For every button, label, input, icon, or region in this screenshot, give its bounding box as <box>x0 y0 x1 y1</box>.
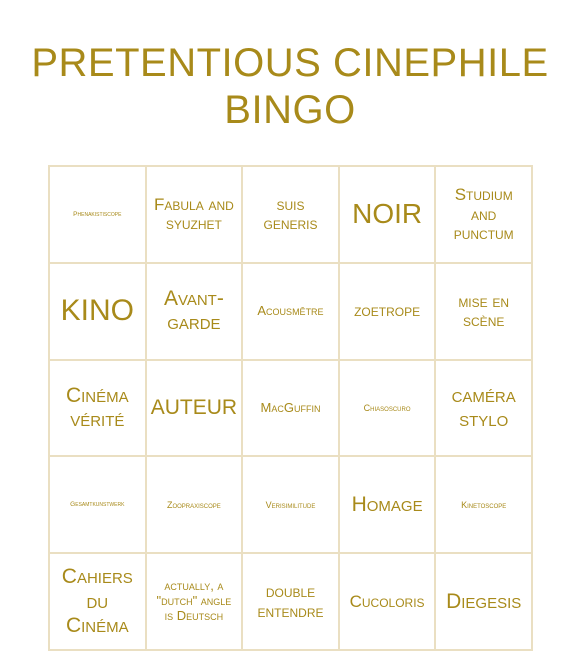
bingo-cell[interactable]: Cucoloris <box>339 553 436 650</box>
bingo-cell[interactable]: Cahiers du Cinéma <box>49 553 146 650</box>
bingo-cell[interactable]: caméra stylo <box>435 360 532 457</box>
bingo-cell[interactable]: Avant-garde <box>146 263 243 360</box>
bingo-cell[interactable]: zoetrope <box>339 263 436 360</box>
bingo-cell[interactable]: Kinetoscope <box>435 456 532 553</box>
bingo-cell[interactable]: AUTEUR <box>146 360 243 457</box>
bingo-cell[interactable]: suis generis <box>242 166 339 263</box>
bingo-cell[interactable]: double entendre <box>242 553 339 650</box>
bingo-cell[interactable]: MacGuffin <box>242 360 339 457</box>
bingo-board <box>48 165 533 651</box>
title-line-2: BINGO <box>224 88 356 132</box>
bingo-cell[interactable]: Phenakistiscope <box>49 166 146 263</box>
bingo-cell[interactable]: Zoopraxiscope <box>146 456 243 553</box>
bingo-cell[interactable]: NOIR <box>339 166 436 263</box>
bingo-cell[interactable]: Diegesis <box>435 553 532 650</box>
bingo-cell[interactable]: actually, a "dutch" angle is Deutsch <box>146 553 243 650</box>
bingo-cell[interactable]: Fabula and syuzhet <box>146 166 243 263</box>
bingo-cell[interactable]: KINO <box>49 263 146 360</box>
title-line-1: PRETENTIOUS CINEPHILE <box>31 41 549 85</box>
bingo-cell[interactable]: Chiasoscuro <box>339 360 436 457</box>
bingo-cell[interactable]: Studium and punctum <box>435 166 532 263</box>
bingo-cell[interactable]: Acousmêtre <box>242 263 339 360</box>
bingo-title <box>0 40 580 134</box>
bingo-cell[interactable]: Homage <box>339 456 436 553</box>
bingo-cell[interactable]: Gesamtkunstwerk <box>49 456 146 553</box>
bingo-cell[interactable]: mise en scène <box>435 263 532 360</box>
bingo-cell[interactable]: Cinéma vérité <box>49 360 146 457</box>
bingo-cell[interactable]: Verisimilitude <box>242 456 339 553</box>
